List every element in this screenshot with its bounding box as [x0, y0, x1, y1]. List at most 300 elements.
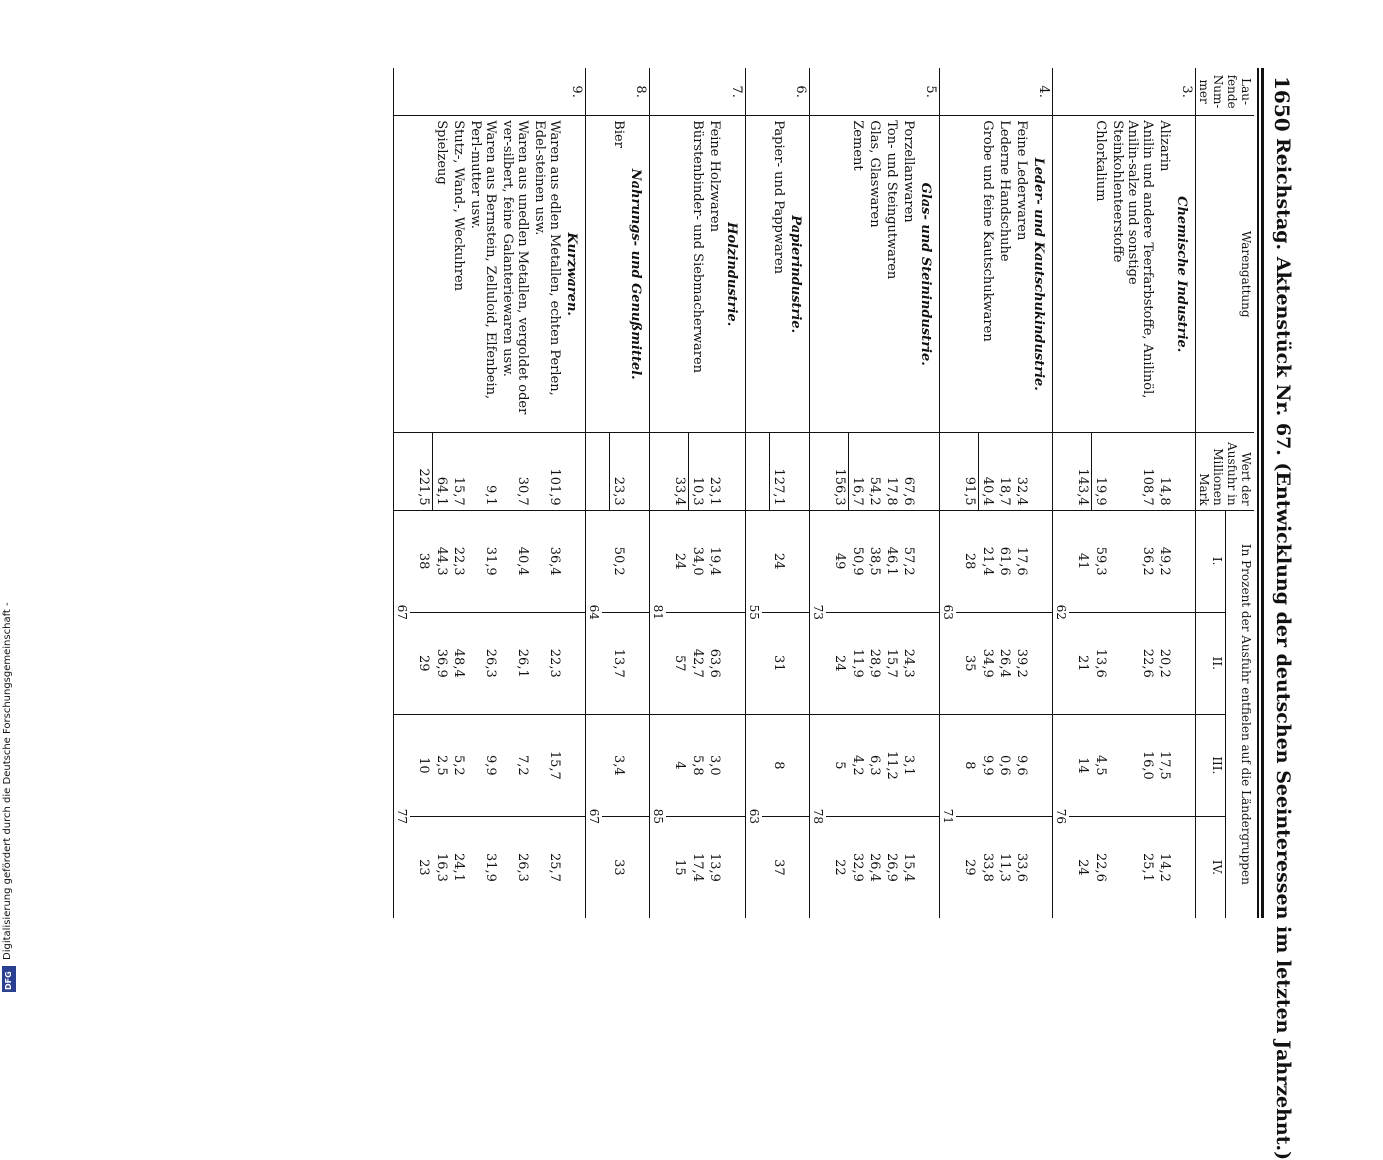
total-g3: 8	[956, 714, 979, 816]
group-sum-row	[586, 68, 603, 918]
ware-name: Grobe und feine Kautschukwaren	[979, 116, 997, 433]
percent-g1: 44,3	[434, 546, 449, 576]
ware-name: Feine Holzwaren	[706, 116, 723, 433]
empty-cell	[849, 68, 867, 116]
group-sum-row	[746, 68, 763, 918]
empty-cell	[602, 68, 610, 116]
total-wert	[602, 433, 610, 510]
empty-cell	[433, 68, 451, 116]
bracket-sum-i-ii: 67	[395, 604, 409, 620]
total-g2: 57	[666, 612, 689, 714]
empty-cell	[810, 68, 827, 116]
empty-cell	[787, 816, 810, 918]
section-number: 5.	[917, 68, 940, 116]
percent-g1: 17,6	[1014, 546, 1029, 576]
percent-g2: 15,7	[883, 612, 900, 714]
empty-cell	[1030, 714, 1053, 816]
percent-g3: 7,2	[499, 714, 531, 816]
table-row	[883, 68, 900, 918]
col-header-ware: Warengattung	[1196, 116, 1255, 433]
percent-g2: 36,9	[433, 612, 451, 714]
empty-cell	[940, 433, 957, 510]
total-wert: 91,5	[956, 433, 979, 510]
section-header	[563, 68, 586, 918]
empty-cell	[563, 816, 586, 918]
bracket-sum-i-iii: 71	[940, 714, 957, 918]
empty-cell	[563, 714, 586, 816]
percent-g3: 8	[770, 714, 788, 816]
percent-g3: 4,2	[849, 714, 867, 816]
total-g2: 29	[410, 612, 433, 714]
empty-cell	[1013, 68, 1030, 116]
percent-g1: 24	[771, 552, 786, 570]
total-g1: 28	[962, 552, 978, 570]
empty-cell	[956, 68, 979, 116]
header-rule-thin	[1257, 68, 1259, 918]
section-number: 8.	[627, 68, 650, 116]
ware-name: Waren aus edlen Metallen, echten Perlen, Edel-steinen usw.	[531, 116, 563, 433]
empty-cell	[450, 68, 467, 116]
total-g4: 29	[956, 816, 979, 918]
total-g1: 38	[416, 552, 432, 570]
bracket-sum-i-iii: 77	[394, 714, 411, 918]
wert-value: 108,7	[1109, 433, 1156, 510]
table-row	[433, 68, 451, 918]
ware-name: Feine Lederwaren	[1013, 116, 1030, 433]
empty-cell	[1092, 68, 1110, 116]
empty-cell	[746, 68, 763, 116]
percent-g2: 34,9	[979, 612, 997, 714]
percent-g3: 9,6	[1013, 714, 1030, 816]
percent-g3: 5,2	[450, 714, 467, 816]
section-number: 4.	[1030, 68, 1053, 116]
empty-cell	[1156, 68, 1173, 116]
wert-value: 14,8	[1156, 433, 1173, 510]
empty-cell	[586, 433, 603, 510]
percent-g2: 42,7	[689, 612, 707, 714]
empty-cell	[723, 612, 746, 714]
percent-g1: 59,3	[1093, 546, 1108, 576]
empty-cell	[770, 68, 788, 116]
percent-g4: 14,2	[1156, 816, 1173, 918]
table-row	[689, 68, 707, 918]
table-row	[770, 68, 788, 918]
table-row	[610, 68, 628, 918]
percent-g1: 21,4	[980, 546, 995, 576]
percent-g4: 17,4	[689, 816, 707, 918]
wert-value: 23,3	[610, 433, 628, 510]
percent-g4: 16,3	[433, 816, 451, 918]
group-sum-row	[650, 68, 667, 918]
bracket-sum-i-ii: 63	[941, 604, 955, 620]
wert-value: 18,7	[996, 433, 1013, 510]
percent-g1: 31,9	[483, 546, 498, 576]
total-g4	[602, 816, 610, 918]
empty-cell	[1053, 433, 1070, 510]
section-header	[1173, 68, 1196, 918]
bracket-sum-i-ii: 55	[747, 604, 761, 620]
percent-g2: 11,9	[849, 612, 867, 714]
empty-cell	[787, 433, 810, 510]
table-row	[1013, 68, 1030, 918]
percent-g2: 13,6	[1092, 612, 1110, 714]
table-row	[996, 68, 1013, 918]
empty-cell	[940, 68, 957, 116]
footer-text: Digitalisierung gefördert durch die Deutsche Forschungsgemeinschaft -	[2, 602, 13, 960]
percent-g2: 22,3	[531, 612, 563, 714]
total-g2: 24	[826, 612, 849, 714]
section-number: 9.	[563, 68, 586, 116]
empty-cell	[627, 816, 650, 918]
total-g4: 15	[666, 816, 689, 918]
percent-g3: 0,6	[996, 714, 1013, 816]
wert-value: 17,8	[883, 433, 900, 510]
empty-cell	[1053, 68, 1070, 116]
ware-name: Bürstenbinder- und Siebmacherwaren	[689, 116, 707, 433]
empty-cell	[917, 612, 940, 714]
empty-cell	[723, 816, 746, 918]
empty-cell	[787, 510, 810, 612]
empty-cell	[1069, 116, 1092, 433]
empty-cell	[787, 612, 810, 714]
percent-g2: 63,6	[706, 612, 723, 714]
percent-g1: 38,5	[867, 546, 882, 576]
table-row	[1109, 68, 1156, 918]
empty-cell	[1053, 116, 1070, 433]
section-total-row	[762, 68, 770, 918]
percent-g1: 36,4	[547, 546, 562, 576]
section-total-row	[666, 68, 689, 918]
table-row	[866, 68, 883, 918]
percent-g4: 26,4	[866, 816, 883, 918]
percent-g3: 2,5	[433, 714, 451, 816]
ware-name: Alizarin	[1156, 116, 1173, 433]
percent-g4: 31,9	[467, 816, 499, 918]
empty-cell	[746, 433, 763, 510]
total-g1	[602, 510, 610, 612]
percent-g4: 26,9	[883, 816, 900, 918]
page-title: Reichstag. Aktenstück Nr. 67. (Entwicklung der deutschen Seeinteressen im letzten Jahrzehnt.)	[1272, 138, 1294, 1160]
empty-cell	[810, 116, 827, 433]
wert-value: 30,7	[499, 433, 531, 510]
percent-g4: 33,6	[1013, 816, 1030, 918]
empty-cell	[917, 433, 940, 510]
percent-g3: 11,2	[883, 714, 900, 816]
group-sum-row	[940, 68, 957, 918]
percent-g2: 28,9	[866, 612, 883, 714]
group-sum-row	[1053, 68, 1070, 918]
empty-cell	[956, 116, 979, 433]
percent-g4: 37	[770, 816, 788, 918]
total-g3	[602, 714, 610, 816]
ware-name: Glas, Glaswaren	[866, 116, 883, 433]
empty-cell	[826, 68, 849, 116]
empty-cell	[706, 68, 723, 116]
total-wert: 221,5	[410, 433, 433, 510]
total-g3: 4	[666, 714, 689, 816]
percent-g2: 26,4	[996, 612, 1013, 714]
empty-cell	[917, 510, 940, 612]
percent-g4: 11,3	[996, 816, 1013, 918]
percent-g4: 25,7	[531, 816, 563, 918]
percent-g1: 50,9	[850, 546, 865, 576]
section-number: 3.	[1173, 68, 1196, 116]
percent-g3: 4,5	[1092, 714, 1110, 816]
ware-name: Chlorkalium	[1092, 116, 1110, 433]
percent-g3: 16,0	[1109, 714, 1156, 816]
section-header	[723, 68, 746, 918]
empty-cell	[563, 612, 586, 714]
col-header-g4: IV.	[1196, 816, 1226, 918]
percent-g1: 40,4	[515, 546, 530, 576]
total-wert: 143,4	[1069, 433, 1092, 510]
empty-cell	[586, 68, 603, 116]
section-total-row	[1069, 68, 1092, 918]
section-number: 6.	[787, 68, 810, 116]
wert-value: 10,3	[689, 433, 707, 510]
total-g4: 22	[826, 816, 849, 918]
empty-cell	[499, 68, 531, 116]
total-g3: 14	[1069, 714, 1092, 816]
empty-cell	[666, 116, 689, 433]
empty-cell	[531, 68, 563, 116]
section-title: Glas- und Steinindustrie.	[917, 116, 940, 433]
total-g1: 49	[832, 552, 848, 570]
percent-g1: 19,4	[707, 546, 722, 576]
table-row	[1156, 68, 1173, 918]
empty-cell	[394, 116, 411, 433]
percent-g3: 3,4	[610, 714, 628, 816]
dfg-logo: DFG	[2, 966, 16, 992]
percent-g1: 50,2	[611, 546, 626, 576]
section-header	[917, 68, 940, 918]
total-wert: 33,4	[666, 433, 689, 510]
empty-cell	[467, 68, 499, 116]
total-g3	[762, 714, 770, 816]
percent-g2: 26,3	[467, 612, 499, 714]
bracket-sum-i-iii: 76	[1053, 714, 1070, 918]
group-sum-row	[810, 68, 827, 918]
ware-name: Porzellanwaren	[900, 116, 917, 433]
ware-name: Bier	[610, 116, 628, 433]
empty-cell	[627, 510, 650, 612]
table-row	[706, 68, 723, 918]
empty-cell	[602, 116, 610, 433]
total-g1	[762, 510, 770, 612]
footer	[2, 0, 16, 1000]
wert-value: 16,7	[849, 433, 867, 510]
empty-cell	[1109, 68, 1156, 116]
export-table	[393, 68, 1254, 918]
empty-cell	[1173, 510, 1196, 612]
wert-value: 9,1	[467, 433, 499, 510]
total-wert: 156,3	[826, 433, 849, 510]
empty-cell	[610, 68, 628, 116]
total-g1: 24	[672, 552, 688, 570]
empty-cell	[627, 612, 650, 714]
empty-cell	[1030, 612, 1053, 714]
page-number: 1650	[1270, 76, 1294, 132]
percent-g2: 31	[770, 612, 788, 714]
empty-cell	[1030, 510, 1053, 612]
wert-value: 64,1	[433, 433, 451, 510]
percent-g2: 20,2	[1156, 612, 1173, 714]
empty-cell	[940, 116, 957, 433]
bracket-sum-i-iii: 85	[650, 714, 667, 918]
total-g4	[762, 816, 770, 918]
empty-cell	[650, 433, 667, 510]
wert-value: 32,4	[1013, 433, 1030, 510]
percent-g1: 49,2	[1157, 546, 1172, 576]
percent-g3: 17,5	[1156, 714, 1173, 816]
percent-g4: 26,3	[499, 816, 531, 918]
empty-cell	[979, 68, 997, 116]
page-header	[1266, 68, 1300, 1160]
percent-g4: 33,8	[979, 816, 997, 918]
percent-g2: 24,3	[900, 612, 917, 714]
col-header-percent: In Prozent der Ausfuhr entfielen auf die Ländergruppen	[1225, 510, 1254, 918]
percent-g4: 33	[610, 816, 628, 918]
bracket-sum-i-ii: 81	[651, 604, 665, 620]
table-row	[531, 68, 563, 918]
wert-value: 19,9	[1092, 433, 1110, 510]
empty-cell	[666, 68, 689, 116]
empty-cell	[1173, 714, 1196, 816]
percent-g4: 24,1	[450, 816, 467, 918]
col-header-g2: II.	[1196, 612, 1226, 714]
empty-cell	[917, 816, 940, 918]
percent-g3: 3,0	[706, 714, 723, 816]
ware-name: Zement	[849, 116, 867, 433]
wert-value: 127,1	[770, 433, 788, 510]
empty-cell	[586, 116, 603, 433]
table-row	[499, 68, 531, 918]
percent-g2: 26,1	[499, 612, 531, 714]
empty-cell	[563, 510, 586, 612]
percent-g2: 48,4	[450, 612, 467, 714]
total-g2	[762, 612, 770, 714]
empty-cell	[810, 433, 827, 510]
group-sum-row	[394, 68, 411, 918]
percent-g1: 22,3	[451, 546, 466, 576]
empty-cell	[762, 116, 770, 433]
empty-cell	[900, 68, 917, 116]
total-g4: 23	[410, 816, 433, 918]
percent-g4: 32,9	[849, 816, 867, 918]
section-total-row	[956, 68, 979, 918]
ware-name: Lederne Handschuhe	[996, 116, 1013, 433]
percent-g3: 9,9	[979, 714, 997, 816]
section-title: Kurzwaren.	[563, 116, 586, 433]
section-number: 7.	[723, 68, 746, 116]
section-total-row	[410, 68, 433, 918]
percent-g3: 6,3	[866, 714, 883, 816]
col-header-g3: III.	[1196, 714, 1226, 816]
ware-name: Spielzeug	[433, 116, 451, 433]
total-g2: 21	[1069, 612, 1092, 714]
header-rule	[1261, 68, 1264, 918]
percent-g3: 9,9	[467, 714, 499, 816]
empty-cell	[996, 68, 1013, 116]
col-header-wert: Wert der Ausfuhr in Millionen Mark	[1196, 433, 1255, 510]
empty-cell	[723, 433, 746, 510]
percent-g2: 13,7	[610, 612, 628, 714]
empty-cell	[650, 116, 667, 433]
empty-cell	[410, 116, 433, 433]
section-header	[787, 68, 810, 918]
empty-cell	[723, 510, 746, 612]
section-title: Papierindustrie.	[787, 116, 810, 433]
col-header-no: Lau-fende Num-mer	[1196, 68, 1255, 116]
empty-cell	[394, 433, 411, 510]
wert-value: 67,6	[900, 433, 917, 510]
empty-cell	[723, 714, 746, 816]
empty-cell	[1030, 433, 1053, 510]
section-total-row	[826, 68, 849, 918]
table-body	[394, 68, 1196, 918]
empty-cell	[394, 68, 411, 116]
percent-g2: 22,6	[1109, 612, 1156, 714]
section-header	[627, 68, 650, 918]
wert-value: 101,9	[531, 433, 563, 510]
percent-g1: 34,0	[690, 546, 705, 576]
percent-g1: 57,2	[901, 546, 916, 576]
section-title: Chemische Industrie.	[1173, 116, 1196, 433]
wert-value: 54,2	[866, 433, 883, 510]
empty-cell	[826, 116, 849, 433]
percent-g4: 25,1	[1109, 816, 1156, 918]
percent-g4: 13,9	[706, 816, 723, 918]
total-g3: 5	[826, 714, 849, 816]
bracket-sum-i-ii: 64	[587, 604, 601, 620]
percent-g3: 5,8	[689, 714, 707, 816]
bracket-sum-i-ii: 73	[811, 604, 825, 620]
bracket-sum-i-iii: 67	[586, 714, 603, 918]
empty-cell	[787, 714, 810, 816]
table-row	[900, 68, 917, 918]
section-title: Nahrungs- und Genußmittel.	[627, 116, 650, 433]
total-g3: 10	[410, 714, 433, 816]
empty-cell	[650, 68, 667, 116]
section-title: Leder- und Kautschukindustrie.	[1030, 116, 1053, 433]
bracket-sum-i-iii: 78	[810, 714, 827, 918]
table-row	[979, 68, 997, 918]
percent-g3: 15,7	[531, 714, 563, 816]
percent-g1: 61,6	[997, 546, 1012, 576]
total-g2: 35	[956, 612, 979, 714]
empty-cell	[410, 68, 433, 116]
ware-name: Waren aus Bernstein, Zelluloid, Elfenbein, Perl-mutter usw.	[467, 116, 499, 433]
table-row	[450, 68, 467, 918]
empty-cell	[746, 116, 763, 433]
table-row	[467, 68, 499, 918]
total-g4: 24	[1069, 816, 1092, 918]
empty-cell	[563, 433, 586, 510]
total-wert	[762, 433, 770, 510]
empty-cell	[1173, 816, 1196, 918]
ware-name: Stutz-, Wand-, Weckuhren	[450, 116, 467, 433]
percent-g3: 3,1	[900, 714, 917, 816]
total-g2	[602, 612, 610, 714]
empty-cell	[627, 714, 650, 816]
wert-value: 15,7	[450, 433, 467, 510]
percent-g1: 46,1	[884, 546, 899, 576]
empty-cell	[1069, 68, 1092, 116]
empty-cell	[1173, 433, 1196, 510]
wert-value: 23,1	[706, 433, 723, 510]
table-row	[1092, 68, 1110, 918]
section-total-row	[602, 68, 610, 918]
